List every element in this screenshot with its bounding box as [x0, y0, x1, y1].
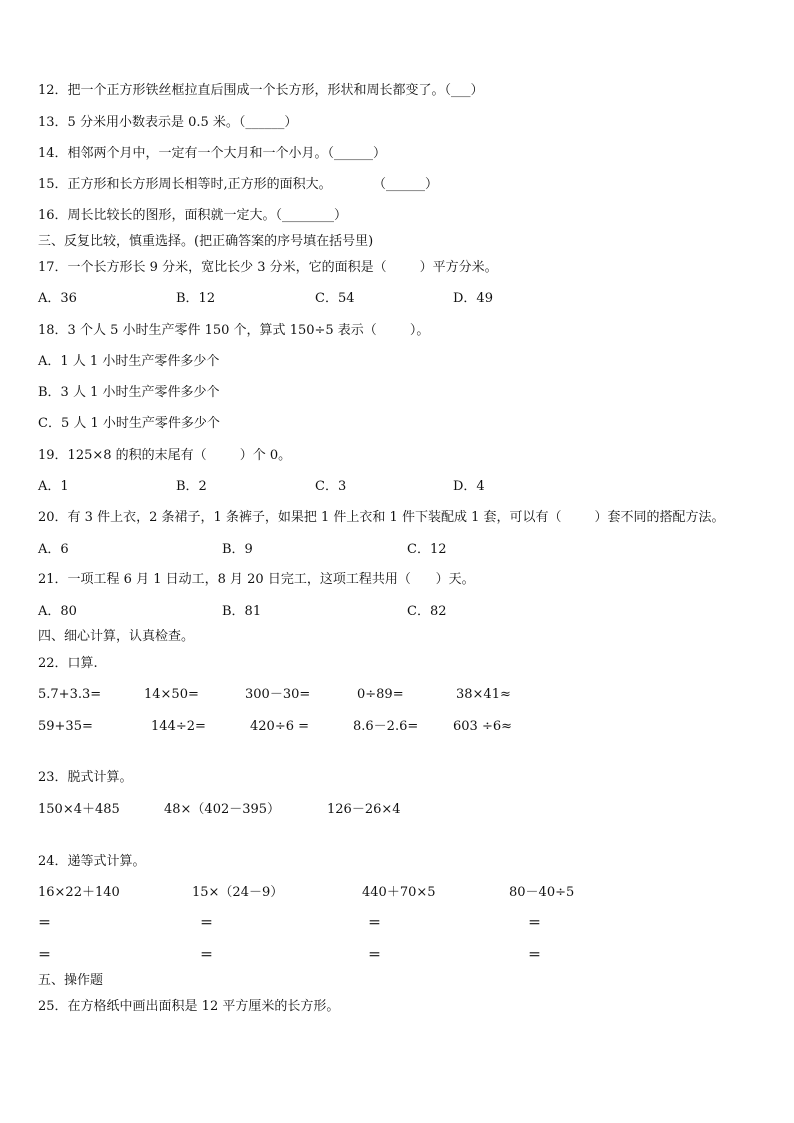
q24-item: 440＋70×5 [362, 885, 436, 900]
q24-item: 15×（24－9） [192, 885, 284, 900]
section-4-title: 四、细心计算，认真检查。 [38, 629, 195, 644]
q19-option-b: B．2 [176, 479, 207, 494]
q19-stem: 19．125×8 的积的末尾有（ ）个 0。 [38, 448, 292, 463]
q23-item: 126－26×4 [327, 802, 401, 817]
q23-item: 150×4＋485 [38, 802, 120, 817]
q18-stem: 18．3 个人 5 小时生产零件 150 个，算式 150÷5 表示（ ）。 [38, 323, 430, 338]
q24-equals: ＝ [368, 948, 382, 963]
q22-item: 603 ÷6≈ [453, 719, 513, 734]
q24-equals: ＝ [368, 916, 382, 931]
judgement-13: 13．5 分米用小数表示是 0.5 米。（______） [38, 115, 298, 130]
q24-equals: ＝ [200, 948, 214, 963]
q17-option-d: D．49 [453, 291, 493, 306]
q19-option-d: D．4 [453, 479, 485, 494]
q24-equals: ＝ [38, 916, 52, 931]
q22-item: 59+35= [38, 719, 93, 734]
q17-stem: 17．一个长方形长 9 分米，宽比长少 3 分米，它的面积是（ ）平方分米。 [38, 260, 498, 275]
q24-item: 80－40÷5 [509, 885, 575, 900]
q20-stem: 20．有 3 件上衣，2 条裙子，1 条裤子，如果把 1 件上衣和 1 件下装配成 1 套，可以有（ ）套不同的搭配方法。 [38, 510, 725, 525]
q23-item: 48×（402－395） [164, 802, 281, 817]
q17-option-c: C．54 [315, 291, 355, 306]
q21-option-a: A．80 [38, 604, 77, 619]
q20-option-c: C．12 [407, 542, 447, 557]
q24-item: 16×22＋140 [38, 885, 120, 900]
q22-item: 14×50= [144, 687, 199, 702]
q18-option-b: B．3 人 1 小时生产零件多少个 [38, 385, 220, 400]
q17-option-b: B．12 [176, 291, 216, 306]
q20-option-a: A．6 [38, 542, 69, 557]
q18-option-c: C．5 人 1 小时生产零件多少个 [38, 416, 220, 431]
q24-equals: ＝ [38, 948, 52, 963]
q19-option-c: C．3 [315, 479, 347, 494]
section-5-title: 五、操作题 [38, 973, 104, 988]
q22-item: 300－30= [245, 687, 311, 702]
q18-option-a: A．1 人 1 小时生产零件多少个 [38, 354, 220, 369]
judgement-12: 12．把一个正方形铁丝框拉直后围成一个长方形，形状和周长都变了。（___） [38, 83, 484, 98]
judgement-16: 16．周长比较长的图形，面积就一定大。（________） [38, 208, 348, 223]
q17-option-a: A．36 [38, 291, 77, 306]
q25-stem: 25．在方格纸中画出面积是 12 平方厘米的长方形。 [38, 999, 340, 1014]
q24-equals: ＝ [528, 916, 542, 931]
section-3-title: 三、反复比较，慎重选择。(把正确答案的序号填在括号里) [38, 234, 374, 249]
q21-stem: 21．一项工程 6 月 1 日动工，8 月 20 日完工，这项工程共用（ ）天。 [38, 572, 475, 587]
q22-item: 420÷6 = [250, 719, 310, 734]
q22-item: 8.6－2.6= [353, 719, 419, 734]
q22-item: 5.7+3.3= [38, 687, 102, 702]
judgement-15: 15．正方形和长方形周长相等时,正方形的面积大。 （______） [38, 177, 438, 192]
q24-equals: ＝ [200, 916, 214, 931]
q21-option-c: C．82 [407, 604, 447, 619]
q22-title: 22．口算. [38, 656, 98, 671]
q22-item: 38×41≈ [456, 687, 511, 702]
judgement-14: 14．相邻两个月中，一定有一个大月和一个小月。（______） [38, 146, 387, 161]
q24-title: 24．递等式计算。 [38, 854, 146, 869]
q24-equals: ＝ [528, 948, 542, 963]
q19-option-a: A．1 [38, 479, 69, 494]
q22-item: 144÷2= [151, 719, 206, 734]
q20-option-b: B．9 [222, 542, 253, 557]
q23-title: 23．脱式计算。 [38, 770, 133, 785]
q21-option-b: B．81 [222, 604, 262, 619]
q22-item: 0÷89= [357, 687, 404, 702]
